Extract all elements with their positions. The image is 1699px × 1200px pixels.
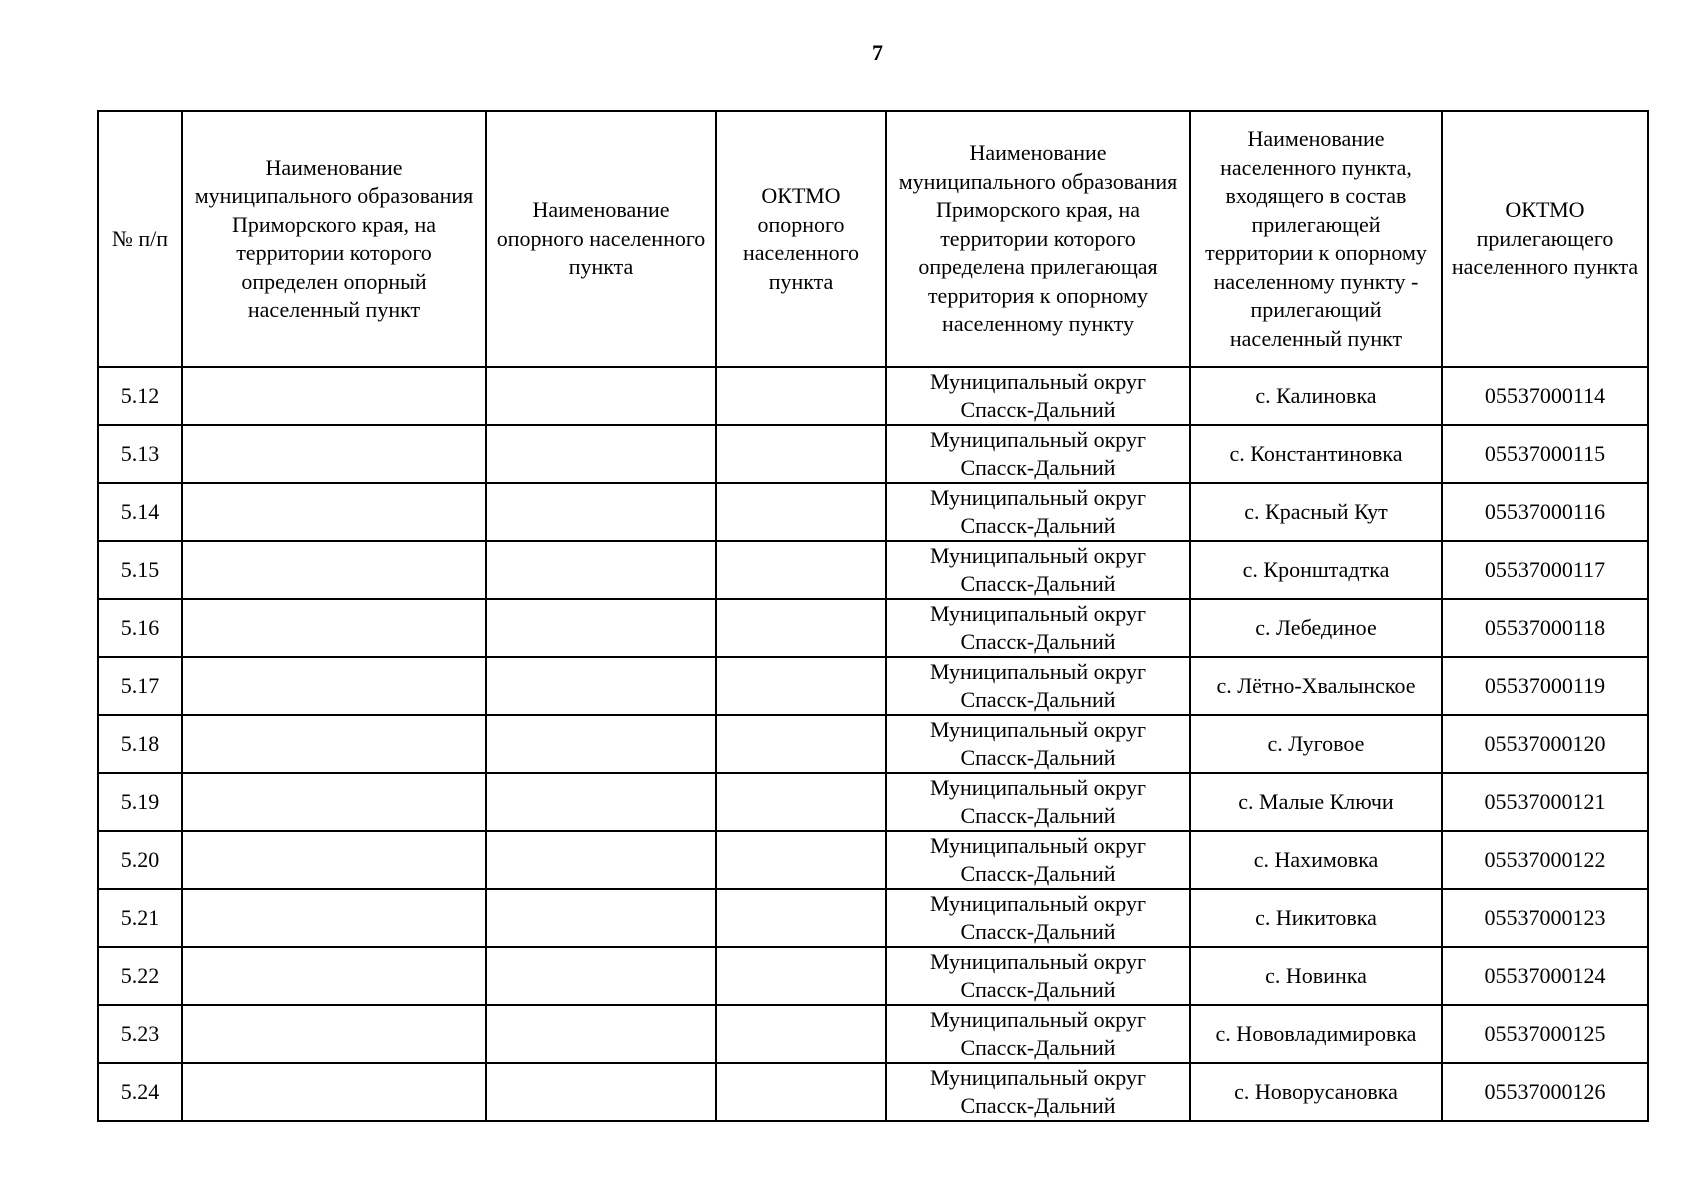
header-row	[98, 111, 1648, 367]
adjacent-name-cell: с. Кронштадтка	[1190, 541, 1442, 599]
adjacent-oktmo-cell: 05537000126	[1442, 1063, 1648, 1121]
adjacent-oktmo-cell: 05537000116	[1442, 483, 1648, 541]
adjacent-name-cell: с. Константиновка	[1190, 425, 1442, 483]
adjacent-name-cell: с. Калиновка	[1190, 367, 1442, 425]
table-row	[98, 483, 1648, 541]
row-number-cell: 5.15	[98, 541, 182, 599]
mo-adjacent-cell: Муниципальный округ Спасск-Дальний	[886, 831, 1190, 889]
table-row	[98, 831, 1648, 889]
row-number-cell: 5.13	[98, 425, 182, 483]
table-body	[98, 367, 1648, 1121]
mo-adjacent-cell: Муниципальный округ Спасск-Дальний	[886, 1063, 1190, 1121]
mo-adjacent-cell: Муниципальный округ Спасск-Дальний	[886, 541, 1190, 599]
table-row	[98, 367, 1648, 425]
page-number: 7	[872, 40, 883, 65]
anchor-oktmo-cell	[716, 541, 886, 599]
anchor-name-cell	[486, 541, 716, 599]
anchor-oktmo-cell	[716, 657, 886, 715]
row-number-cell: 5.22	[98, 947, 182, 1005]
header-mo-anchor: Наименование муниципального образования Приморского края, на территории которого определен опорный населенный пункт	[182, 111, 486, 367]
anchor-name-cell	[486, 1063, 716, 1121]
row-number-cell: 5.24	[98, 1063, 182, 1121]
adjacent-oktmo-cell: 05537000117	[1442, 541, 1648, 599]
mo-anchor-cell	[182, 599, 486, 657]
mo-adjacent-cell: Муниципальный округ Спасск-Дальний	[886, 599, 1190, 657]
row-number-cell: 5.18	[98, 715, 182, 773]
adjacent-oktmo-cell: 05537000125	[1442, 1005, 1648, 1063]
mo-anchor-cell	[182, 773, 486, 831]
mo-anchor-cell	[182, 541, 486, 599]
adjacent-oktmo-cell: 05537000121	[1442, 773, 1648, 831]
anchor-name-cell	[486, 657, 716, 715]
mo-adjacent-cell: Муниципальный округ Спасск-Дальний	[886, 367, 1190, 425]
settlements-table	[97, 110, 1649, 1122]
anchor-name-cell	[486, 483, 716, 541]
mo-adjacent-cell: Муниципальный округ Спасск-Дальний	[886, 773, 1190, 831]
mo-anchor-cell	[182, 831, 486, 889]
header-adjacent-oktmo: ОКТМО прилегающего населенного пункта	[1442, 111, 1648, 367]
adjacent-oktmo-cell: 05537000124	[1442, 947, 1648, 1005]
anchor-oktmo-cell	[716, 889, 886, 947]
adjacent-oktmo-cell: 05537000118	[1442, 599, 1648, 657]
anchor-name-cell	[486, 1005, 716, 1063]
mo-anchor-cell	[182, 425, 486, 483]
mo-adjacent-cell: Муниципальный округ Спасск-Дальний	[886, 1005, 1190, 1063]
anchor-oktmo-cell	[716, 947, 886, 1005]
adjacent-oktmo-cell: 05537000114	[1442, 367, 1648, 425]
mo-adjacent-cell: Муниципальный округ Спасск-Дальний	[886, 947, 1190, 1005]
adjacent-name-cell: с. Нахимовка	[1190, 831, 1442, 889]
anchor-oktmo-cell	[716, 715, 886, 773]
row-number-cell: 5.21	[98, 889, 182, 947]
header-adjacent-name: Наименование населенного пункта, входящего в состав прилегающей территории к опорному населенному пункту - прилегающий населенный пункт	[1190, 111, 1442, 367]
header-anchor-oktmo: ОКТМО опорного населенного пункта	[716, 111, 886, 367]
table-row	[98, 715, 1648, 773]
mo-anchor-cell	[182, 947, 486, 1005]
table-row	[98, 1005, 1648, 1063]
anchor-oktmo-cell	[716, 599, 886, 657]
mo-adjacent-cell: Муниципальный округ Спасск-Дальний	[886, 657, 1190, 715]
table-row	[98, 599, 1648, 657]
anchor-oktmo-cell	[716, 831, 886, 889]
adjacent-name-cell: с. Малые Ключи	[1190, 773, 1442, 831]
adjacent-oktmo-cell: 05537000122	[1442, 831, 1648, 889]
adjacent-name-cell: с. Новорусановка	[1190, 1063, 1442, 1121]
row-number-cell: 5.17	[98, 657, 182, 715]
adjacent-oktmo-cell: 05537000120	[1442, 715, 1648, 773]
table-row	[98, 889, 1648, 947]
anchor-name-cell	[486, 599, 716, 657]
mo-anchor-cell	[182, 1005, 486, 1063]
mo-adjacent-cell: Муниципальный округ Спасск-Дальний	[886, 889, 1190, 947]
adjacent-name-cell: с. Луговое	[1190, 715, 1442, 773]
anchor-oktmo-cell	[716, 425, 886, 483]
anchor-name-cell	[486, 425, 716, 483]
row-number-cell: 5.23	[98, 1005, 182, 1063]
row-number-cell: 5.14	[98, 483, 182, 541]
adjacent-name-cell: с. Нововладимировка	[1190, 1005, 1442, 1063]
mo-anchor-cell	[182, 367, 486, 425]
anchor-oktmo-cell	[716, 483, 886, 541]
adjacent-oktmo-cell: 05537000115	[1442, 425, 1648, 483]
row-number-cell: 5.20	[98, 831, 182, 889]
row-number-cell: 5.12	[98, 367, 182, 425]
mo-adjacent-cell: Муниципальный округ Спасск-Дальний	[886, 483, 1190, 541]
mo-adjacent-cell: Муниципальный округ Спасск-Дальний	[886, 715, 1190, 773]
table-row	[98, 1063, 1648, 1121]
header-anchor-name: Наименование опорного населенного пункта	[486, 111, 716, 367]
anchor-oktmo-cell	[716, 1063, 886, 1121]
table-row	[98, 425, 1648, 483]
adjacent-name-cell: с. Никитовка	[1190, 889, 1442, 947]
row-number-cell: 5.16	[98, 599, 182, 657]
anchor-name-cell	[486, 715, 716, 773]
mo-anchor-cell	[182, 483, 486, 541]
mo-anchor-cell	[182, 657, 486, 715]
row-number-cell: 5.19	[98, 773, 182, 831]
header-mo-adjacent: Наименование муниципального образования Приморского края, на территории которого определена прилегающая территория к опорному населенному пункту	[886, 111, 1190, 367]
anchor-oktmo-cell	[716, 367, 886, 425]
mo-adjacent-cell: Муниципальный округ Спасск-Дальний	[886, 425, 1190, 483]
anchor-name-cell	[486, 773, 716, 831]
adjacent-name-cell: с. Лебединое	[1190, 599, 1442, 657]
mo-anchor-cell	[182, 715, 486, 773]
mo-anchor-cell	[182, 1063, 486, 1121]
adjacent-name-cell: с. Лётно-Хвалынское	[1190, 657, 1442, 715]
header-num: № п/п	[98, 111, 182, 367]
anchor-oktmo-cell	[716, 773, 886, 831]
table-row	[98, 947, 1648, 1005]
table-row	[98, 657, 1648, 715]
anchor-name-cell	[486, 889, 716, 947]
mo-anchor-cell	[182, 889, 486, 947]
adjacent-oktmo-cell: 05537000119	[1442, 657, 1648, 715]
table-row	[98, 541, 1648, 599]
table-row	[98, 773, 1648, 831]
anchor-name-cell	[486, 947, 716, 1005]
anchor-name-cell	[486, 831, 716, 889]
adjacent-name-cell: с. Новинка	[1190, 947, 1442, 1005]
anchor-name-cell	[486, 367, 716, 425]
anchor-oktmo-cell	[716, 1005, 886, 1063]
adjacent-name-cell: с. Красный Кут	[1190, 483, 1442, 541]
adjacent-oktmo-cell: 05537000123	[1442, 889, 1648, 947]
